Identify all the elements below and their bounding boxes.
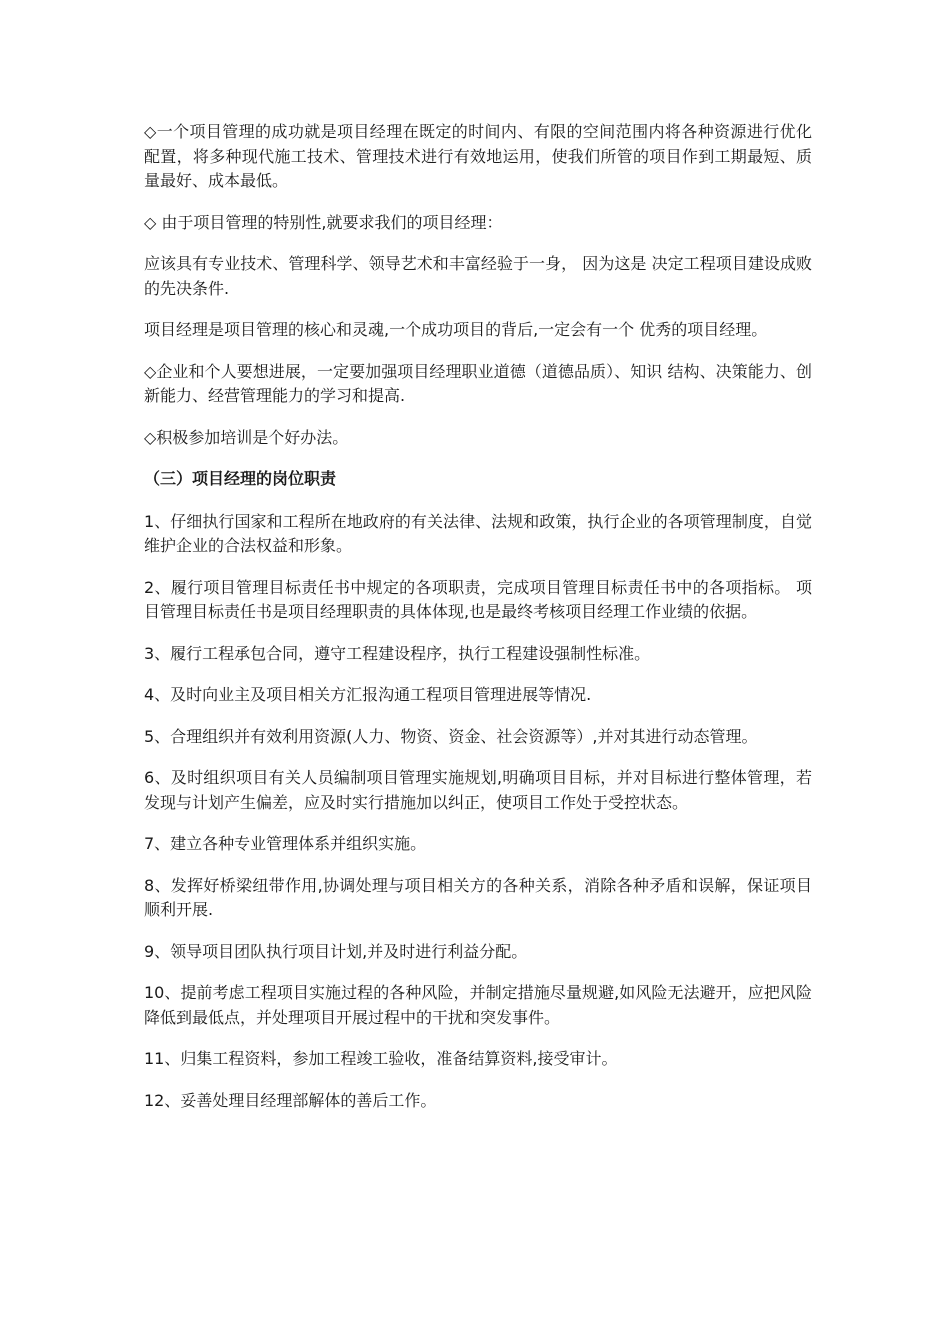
paragraph-5: ◇企业和个人要想进展，一定要加强项目经理职业道德（道德品质）、知识 结构、决策能力、创新能力、经营管理能力的学习和提高. xyxy=(144,361,812,405)
duty-item-1: 1、仔细执行国家和工程所在地政府的有关法律、法规和政策，执行企业的各项管理制度，自觉维护企业的合法权益和形象。 xyxy=(144,511,812,555)
duty-item-7: 7、建立各种专业管理体系并组织实施。 xyxy=(144,834,427,853)
paragraph-4: 项目经理是项目管理的核心和灵魂,一个成功项目的背后,一定会有一个 优秀的项目经理。 xyxy=(144,320,768,339)
duty-item-8: 8、发挥好桥梁纽带作用,协调处理与项目相关方的各种关系，消除各种矛盾和误解，保证项目顺利开展. xyxy=(144,875,812,919)
paragraph-1: ◇一个项目管理的成功就是项目经理在既定的时间内、有限的空间范围内将各种资源进行优化配置，将多种现代施工技术、管理技术进行有效地运用，使我们所管的项目作到工期最短、质量最好、成本最低。 xyxy=(144,122,812,190)
duty-item-11: 11、归集工程资料，参加工程竣工验收，准备结算资料,接受审计。 xyxy=(144,1049,618,1068)
duty-item-10: 10、提前考虑工程项目实施过程的各种风险，并制定措施尽量规避,如风险无法避开，应把风险降低到最低点，并处理项目开展过程中的干扰和突发事件。 xyxy=(144,983,812,1027)
duty-item-4: 4、及时向业主及项目相关方汇报沟通工程项目管理进展等情况. xyxy=(144,685,592,704)
duty-item-2: 2、履行项目管理目标责任书中规定的各项职责，完成项目管理目标责任书中的各项指标。 项目管理目标责任书是项目经理职责的具体体现,也是最终考核项目经理工作业绩的依据。 xyxy=(144,577,812,621)
paragraph-3: 应该具有专业技术、管理科学、领导艺术和丰富经验于一身， 因为这是 决定工程项目建设成败的先决条件. xyxy=(144,254,812,298)
duty-item-6: 6、及时组织项目有关人员编制项目管理实施规划,明确项目目标，并对目标进行整体管理，若发现与计划产生偏差，应及时实行措施加以纠正，使项目工作处于受控状态。 xyxy=(144,768,812,812)
duty-item-3: 3、履行工程承包合同，遵守工程建设程序，执行工程建设强制性标准。 xyxy=(144,643,651,663)
paragraph-2: ◇ 由于项目管理的特别性,就要求我们的项目经理： xyxy=(144,212,503,232)
paragraph-6: ◇积极参加培训是个好办法。 xyxy=(144,427,349,447)
duty-item-9: 9、领导项目团队执行项目计划,并及时进行利益分配。 xyxy=(144,941,528,961)
document-page xyxy=(144,120,812,1130)
duty-item-12: 12、妥善处理目经理部解体的善后工作。 xyxy=(144,1090,437,1110)
section-title: （三）项目经理的岗位职责 xyxy=(144,469,337,488)
duty-item-5: 5、合理组织并有效利用资源(人力、物资、资金、社会资源等）,并对其进行动态管理。 xyxy=(144,726,758,746)
